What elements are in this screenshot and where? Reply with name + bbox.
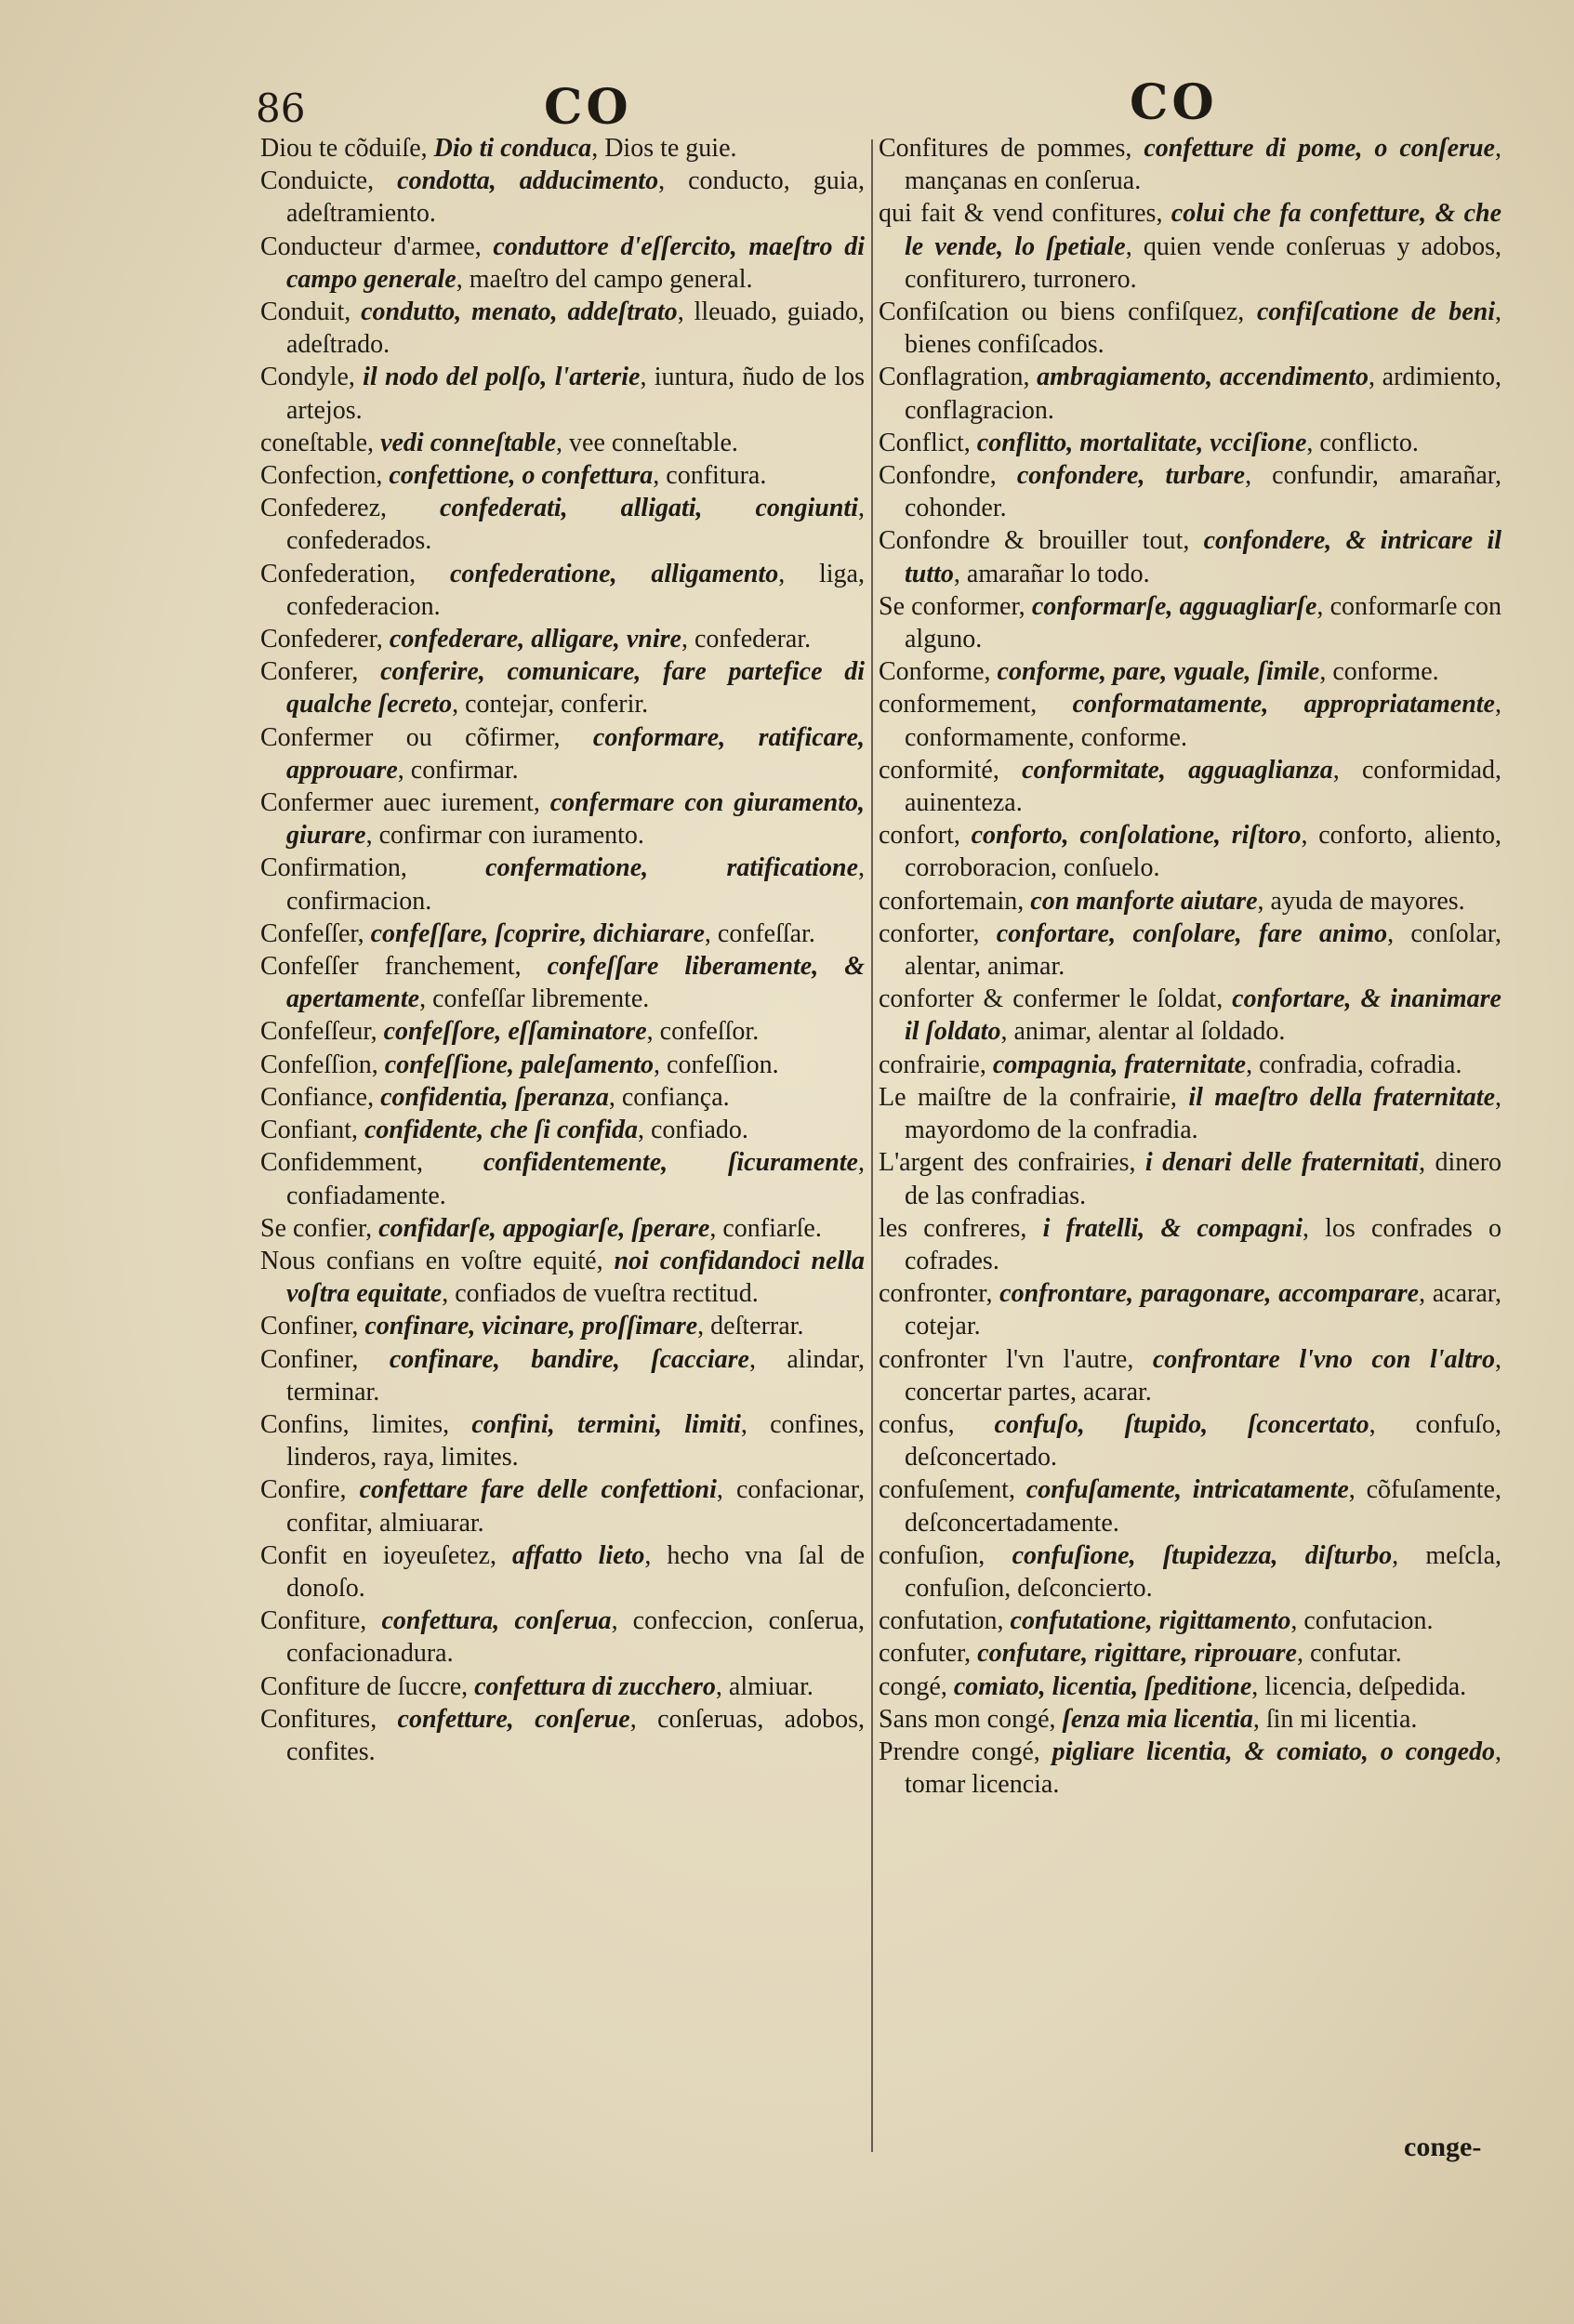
italian-translation: conformarſe, agguagliarſe [1031, 591, 1317, 621]
dictionary-entry [879, 1343, 1501, 1408]
italian-translation: confidente, che ſi confida [364, 1116, 638, 1145]
french-headword: Se conformer, [879, 591, 1032, 621]
french-headword: confronter, [879, 1279, 1000, 1309]
french-headword: Confeſſeur, [260, 1017, 384, 1047]
column-divider [871, 139, 873, 2152]
italian-translation: confeſſare, ſcoprire, dichiarare [370, 918, 705, 948]
spanish-translation: , licencia, deſpedida. [1251, 1671, 1467, 1701]
spanish-translation: , confeſſor. [646, 1017, 760, 1047]
spanish-translation: , animar, alentar al ſoldado. [1000, 1017, 1286, 1047]
spanish-translation: , acarar, cotejar. [905, 1279, 1501, 1341]
dictionary-entry [879, 459, 1501, 524]
dictionary-entry [879, 754, 1501, 819]
italian-translation: confondere, & intricare il tutto [905, 526, 1502, 588]
dictionary-entry [879, 1408, 1501, 1473]
italian-translation: confidentemente, ſicuramente [483, 1148, 858, 1178]
dictionary-entry [879, 1637, 1501, 1670]
italian-translation: affatto lieto [511, 1540, 645, 1570]
french-headword: Conferer, [260, 657, 381, 687]
french-headword: Confeſſer franchement, [260, 952, 548, 982]
dictionary-entry [260, 1310, 865, 1342]
spanish-translation: , deſterrar. [697, 1312, 804, 1341]
spanish-translation: , hecho vna ſal de donoſo. [286, 1540, 865, 1603]
french-headword: Confederer, [260, 625, 390, 654]
spanish-translation: , confutacion. [1290, 1606, 1434, 1636]
dictionary-entry [260, 165, 865, 230]
spanish-translation: , conforme. [1319, 657, 1439, 687]
italian-translation: comiato, licentia, ſpeditione [953, 1671, 1252, 1701]
dictionary-entry [260, 427, 865, 459]
spanish-translation: , confirmar. [397, 755, 519, 785]
french-headword: conforter, [879, 918, 997, 948]
dictionary-entry [879, 885, 1501, 918]
dictionary-entry [260, 1408, 865, 1473]
italian-translation: confinare, vicinare, proſſimare [364, 1312, 698, 1341]
french-headword: Conduicte, [260, 166, 398, 196]
italian-translation: i fratelli, & compagni [1042, 1213, 1303, 1243]
dictionary-entry [879, 1081, 1501, 1146]
spanish-translation: , ardimiento, conflagracion. [905, 363, 1501, 425]
spanish-translation: , concertar partes, acarar. [905, 1344, 1501, 1406]
italian-translation: confidarſe, appogiarſe, ſperare [378, 1213, 710, 1243]
dictionary-entry [879, 688, 1501, 753]
right-column [879, 132, 1501, 1801]
italian-translation: conformatamente, appropriatamente [1072, 690, 1495, 720]
dictionary-entry [260, 950, 865, 1015]
spanish-translation: , confederar. [681, 625, 812, 654]
dictionary-entry [260, 1670, 865, 1703]
french-headword: conformement, [879, 690, 1073, 720]
spanish-translation: , conducto, guia, adeſtramiento. [286, 166, 865, 229]
italian-translation: ſenza mia licentia [1062, 1704, 1253, 1734]
french-headword: Confondre, [879, 461, 1017, 491]
french-headword: Confit en ioyeuſetez, [260, 1540, 512, 1570]
spanish-translation: , confitura. [653, 461, 767, 491]
french-headword: Confiner, [260, 1312, 365, 1341]
dictionary-entry [260, 786, 865, 852]
italian-translation: confidentia, ſperanza [380, 1082, 609, 1112]
spanish-translation: , maeſtro del campo general. [456, 264, 753, 294]
italian-translation: con manforte aiutare [1030, 886, 1258, 916]
spanish-translation: , confiança. [608, 1082, 730, 1112]
spanish-translation: , confeſſar libremente. [419, 984, 650, 1014]
french-headword: Confermer ou cõfirmer, [260, 722, 593, 752]
french-headword: Confiant, [260, 1116, 364, 1145]
dictionary-entry [260, 918, 865, 950]
dictionary-entry [260, 1539, 865, 1604]
dictionary-entry [879, 132, 1501, 197]
italian-translation: confuſo, ſtupido, ſconcertato [994, 1409, 1369, 1439]
spanish-translation: , confiarſe. [709, 1213, 822, 1243]
spanish-translation: , lleuado, guiado, adeſtrado. [286, 297, 866, 360]
dictionary-entry [260, 623, 865, 655]
italian-translation: il maeſtro della fraternitate [1188, 1082, 1495, 1112]
italian-translation: confuſamente, intricatamente [1025, 1475, 1349, 1505]
italian-translation: i denari delle fraternitati [1144, 1148, 1420, 1178]
dictionary-entry [879, 197, 1501, 296]
dictionary-entry [879, 1604, 1501, 1637]
italian-translation: confortare, & inanimare il ſoldato [905, 984, 1501, 1047]
spanish-translation: , dinero de las confradias. [905, 1148, 1502, 1210]
dictionary-entry [879, 1049, 1501, 1081]
dictionary-entry [260, 231, 865, 296]
spanish-translation: , vee conneſtable. [556, 428, 738, 457]
dictionary-entry [879, 1212, 1501, 1277]
dictionary-entry [879, 1146, 1501, 1211]
french-headword: Confederation, [260, 559, 450, 588]
spanish-translation: , confederados. [286, 494, 865, 556]
italian-translation: confini, termini, limiti [471, 1409, 741, 1439]
dictionary-entry [260, 852, 865, 917]
french-headword: confortemain, [879, 886, 1031, 916]
french-headword: coneſtable, [260, 428, 381, 457]
spanish-translation: , mayordomo de la confradia. [905, 1082, 1501, 1145]
french-headword: Nous confians en voſtre equité, [260, 1246, 615, 1275]
french-headword: confuſement, [879, 1475, 1026, 1505]
spanish-translation: , confiado. [637, 1116, 748, 1145]
italian-translation: confortare, conſolare, fare animo [996, 918, 1388, 948]
dictionary-entry [260, 459, 865, 492]
french-headword: confort, [879, 821, 972, 851]
dictionary-entry [260, 721, 865, 786]
italian-translation: confondere, turbare [1016, 461, 1246, 491]
spanish-translation: , confeccion, conſerua, confacionadura. [286, 1606, 866, 1669]
spanish-translation: , confirmacion. [286, 853, 865, 916]
french-headword: qui fait & vend confitures, [879, 199, 1171, 229]
spanish-translation: , confeſſar. [704, 918, 815, 948]
dictionary-entry [260, 132, 865, 165]
french-headword: Conflagration, [879, 363, 1038, 392]
spanish-translation: , confradia, cofradia. [1246, 1050, 1462, 1079]
french-headword: Conduit, [260, 297, 362, 327]
french-headword: Prendre congé, [879, 1736, 1052, 1766]
dictionary-entry [879, 1277, 1501, 1342]
italian-translation: confinare, bandire, ſcacciare [389, 1344, 749, 1374]
spanish-translation: , tomar licencia. [905, 1736, 1502, 1800]
dictionary-entry [879, 1703, 1501, 1736]
spanish-translation: , confines, linderos, raya, limites. [286, 1409, 865, 1472]
spanish-translation: , confiados de vueſtra rectitud. [442, 1279, 759, 1309]
french-headword: Confiſcation ou biens confiſquez, [879, 297, 1257, 327]
italian-translation: pigliare licentia, & comiato, o congedo [1052, 1736, 1496, 1766]
dictionary-entry [260, 655, 865, 720]
spanish-translation: , amarañar lo todo. [953, 559, 1150, 588]
spanish-translation: , meſcla, confuſion, deſconcierto. [905, 1540, 1502, 1603]
dictionary-entry [260, 1703, 865, 1768]
spanish-translation: , confeſſion. [654, 1050, 779, 1079]
french-headword: Confondre & brouiller tout, [879, 526, 1204, 556]
italian-translation: confuſione, ſtupidezza, diſturbo [1012, 1540, 1393, 1570]
french-headword: Confiance, [260, 1082, 381, 1112]
italian-translation: confermare con giuramento, giurare [286, 788, 865, 851]
french-headword: Conducteur d'armee, [260, 231, 494, 261]
french-headword: L'argent des confrairies, [879, 1148, 1145, 1178]
french-headword: Diou te cõduiſe, [260, 134, 434, 163]
dictionary-entry [879, 655, 1501, 688]
spanish-translation: , confiadamente. [286, 1148, 865, 1210]
french-headword: conforter & confermer le ſoldat, [879, 984, 1233, 1014]
spanish-translation: , iuntura, ñudo de los artejos. [286, 363, 865, 425]
italian-translation: noi confidandoci nella voſtra equitate [286, 1246, 865, 1309]
italian-translation: conferire, comunicare, fare partefice di qualche ſecreto [286, 657, 866, 720]
french-headword: Confeſſion, [260, 1050, 385, 1079]
french-headword: confus, [879, 1409, 995, 1439]
dictionary-entry [879, 983, 1501, 1048]
spanish-translation: , confutar. [1296, 1639, 1402, 1669]
spanish-translation: , conſolar, alentar, animar. [905, 918, 1501, 982]
dictionary-entry [260, 558, 865, 623]
italian-translation: confrontare l'vno con l'altro [1152, 1344, 1495, 1374]
french-headword: Confins, limites, [260, 1409, 472, 1439]
french-headword: Confidemment, [260, 1148, 483, 1178]
french-headword: Confiture, [260, 1606, 382, 1636]
dictionary-entry [260, 296, 865, 361]
french-headword: confuſion, [879, 1540, 1012, 1570]
dictionary-entry [260, 1049, 865, 1081]
dictionary-entry [260, 1343, 865, 1408]
italian-translation: confettione, o confettura [389, 461, 654, 491]
spanish-translation: , liga, confederacion. [286, 559, 865, 621]
spanish-translation: , conformamente, conforme. [905, 690, 1501, 752]
dictionary-entry [879, 1473, 1501, 1538]
dictionary-entry [260, 1081, 865, 1114]
dictionary-entry [260, 492, 865, 557]
left-running-head: CO [544, 79, 632, 136]
dictionary-entry [260, 1212, 865, 1245]
french-headword: Confitures, [260, 1704, 398, 1734]
dictionary-entry [879, 427, 1501, 459]
dictionary-entry [260, 1473, 865, 1538]
italian-translation: confermatione, ratificatione [485, 853, 858, 883]
catchword: conge- [1404, 2132, 1482, 2162]
dictionary-entry [260, 1604, 865, 1670]
french-headword: Sans mon congé, [879, 1704, 1063, 1734]
spanish-translation: , confundir, amarañar, cohonder. [905, 461, 1501, 523]
french-headword: Confire, [260, 1475, 360, 1505]
italian-translation: conformitate, agguaglianza [1022, 755, 1333, 785]
dictionary-entry [260, 1015, 865, 1048]
italian-translation: confetture, conſerue [397, 1704, 630, 1734]
italian-translation: confederare, alligare, vnire [389, 625, 681, 654]
french-headword: Confitures de pommes, [879, 134, 1144, 163]
italian-translation: conforto, conſolatione, riſtoro [971, 821, 1302, 851]
spanish-translation: , alindar, terminar. [286, 1344, 865, 1406]
dictionary-entry [879, 361, 1501, 426]
italian-translation: conforme, pare, vguale, ſimile [997, 657, 1320, 687]
dictionary-entry [879, 590, 1501, 655]
dictionary-entry [260, 1245, 865, 1310]
dictionary-entry [260, 1114, 865, 1146]
italian-translation: confeſſore, eſſaminatore [383, 1017, 647, 1047]
french-headword: confronter l'vn l'autre, [879, 1344, 1153, 1374]
italian-translation: confederatione, alligamento [449, 559, 779, 588]
dictionary-entry [879, 1670, 1501, 1703]
italian-translation: confutare, rigittare, riprouare [977, 1639, 1297, 1669]
spanish-translation: , mançanas en conſerua. [905, 134, 1501, 196]
italian-translation: compagnia, fraternitate [992, 1050, 1247, 1079]
left-column [260, 132, 865, 1768]
italian-translation: confutatione, rigittamento [1010, 1606, 1291, 1636]
spanish-translation: , almiuar. [715, 1671, 813, 1701]
french-headword: Confiture de ſuccre, [260, 1671, 475, 1701]
spanish-translation: , contejar, conferir. [452, 690, 649, 720]
spanish-translation: , conformarſe con alguno. [905, 591, 1501, 654]
spanish-translation: , confuſo, deſconcertado. [905, 1409, 1501, 1472]
italian-translation: conformare, ratificare, approuare [286, 722, 865, 785]
french-headword: les confreres, [879, 1213, 1043, 1243]
spanish-translation: , confacionar, confitar, almiuarar. [286, 1475, 865, 1538]
dictionary-entry [879, 1736, 1501, 1801]
dictionary-entry [879, 819, 1501, 884]
french-headword: Confermer auec iurement, [260, 788, 550, 818]
spanish-translation: , ayuda de mayores. [1257, 886, 1465, 916]
italian-translation: confettare fare delle confettioni [359, 1475, 717, 1505]
italian-translation: confeſſare liberamente, & apertamente [286, 952, 865, 1014]
french-headword: Se confier, [260, 1213, 379, 1243]
dictionary-entry [879, 296, 1501, 361]
french-headword: congé, [879, 1671, 954, 1701]
spanish-translation: , conflicto. [1306, 428, 1419, 457]
italian-translation: confeſſione, paleſamento [384, 1050, 655, 1079]
spanish-translation: , conſeruas, adobos, confites. [286, 1704, 865, 1766]
spanish-translation: , los confrades o cofrades. [905, 1213, 1501, 1275]
italian-translation: condutto, menato, addeſtrato [361, 297, 678, 327]
italian-translation: confettura di zucchero [474, 1671, 716, 1701]
dictionary-entry [260, 1146, 865, 1211]
french-headword: confrairie, [879, 1050, 993, 1079]
italian-translation: confederati, alligati, congiunti [440, 494, 858, 523]
dictionary-entry [879, 1539, 1501, 1604]
french-headword: Conflict, [879, 428, 977, 457]
spanish-translation: , bienes confiſcados. [905, 297, 1501, 360]
french-headword: conformité, [879, 755, 1023, 785]
spanish-translation: , ſin mi licentia. [1252, 1704, 1418, 1734]
italian-translation: confrontare, paragonare, accomparare [999, 1279, 1420, 1309]
french-headword: Confection, [260, 461, 390, 491]
italian-translation: ambragiamento, accendimento [1037, 363, 1369, 392]
french-headword: Confiner, [260, 1344, 390, 1374]
page-number: 86 [256, 86, 306, 131]
french-headword: Condyle, [260, 363, 364, 392]
right-running-head: CO [1130, 74, 1218, 131]
italian-translation: Dio ti conduca [433, 134, 592, 163]
spanish-translation: , quien vende conſeruas y adobos, confiturero, turronero. [905, 231, 1502, 294]
italian-translation: confiſcatione de beni [1257, 297, 1495, 327]
italian-translation: conduttore d'eſſercito, maeſtro di campo generale [286, 231, 866, 294]
french-headword: Confirmation, [260, 853, 486, 883]
italian-translation: condotta, adducimento [397, 166, 659, 196]
spanish-translation: , confirmar con iuramento. [365, 821, 644, 851]
italian-translation: il nodo del polſo, l'arterie [363, 363, 641, 392]
dictionary-entry [879, 918, 1501, 983]
spanish-translation: , conformidad, auinenteza. [905, 755, 1502, 818]
french-headword: confuter, [879, 1639, 978, 1669]
spanish-translation: , conforto, aliento, corroboracion, conſuelo. [905, 821, 1501, 883]
spanish-translation: , cõfuſamente, deſconcertadamente. [905, 1475, 1501, 1538]
italian-translation: colui che fa confetture, & che le vende, lo ſpetiale [905, 199, 1501, 261]
french-headword: Confeſſer, [260, 918, 371, 948]
italian-translation: conflitto, mortalitate, vcciſione [976, 428, 1307, 457]
french-headword: confutation, [879, 1606, 1011, 1636]
spanish-translation: , Dios te guie. [591, 134, 737, 163]
italian-translation: confetture di pome, o conſerue [1144, 134, 1495, 163]
dictionary-entry [260, 361, 865, 426]
french-headword: Le maiſtre de la confrairie, [879, 1082, 1189, 1112]
french-headword: Confederez, [260, 494, 441, 523]
italian-translation: vedi conneſtable [380, 428, 557, 457]
dictionary-entry [879, 524, 1501, 589]
french-headword: Conforme, [879, 657, 998, 687]
italian-translation: confettura, conſerua [381, 1606, 612, 1636]
